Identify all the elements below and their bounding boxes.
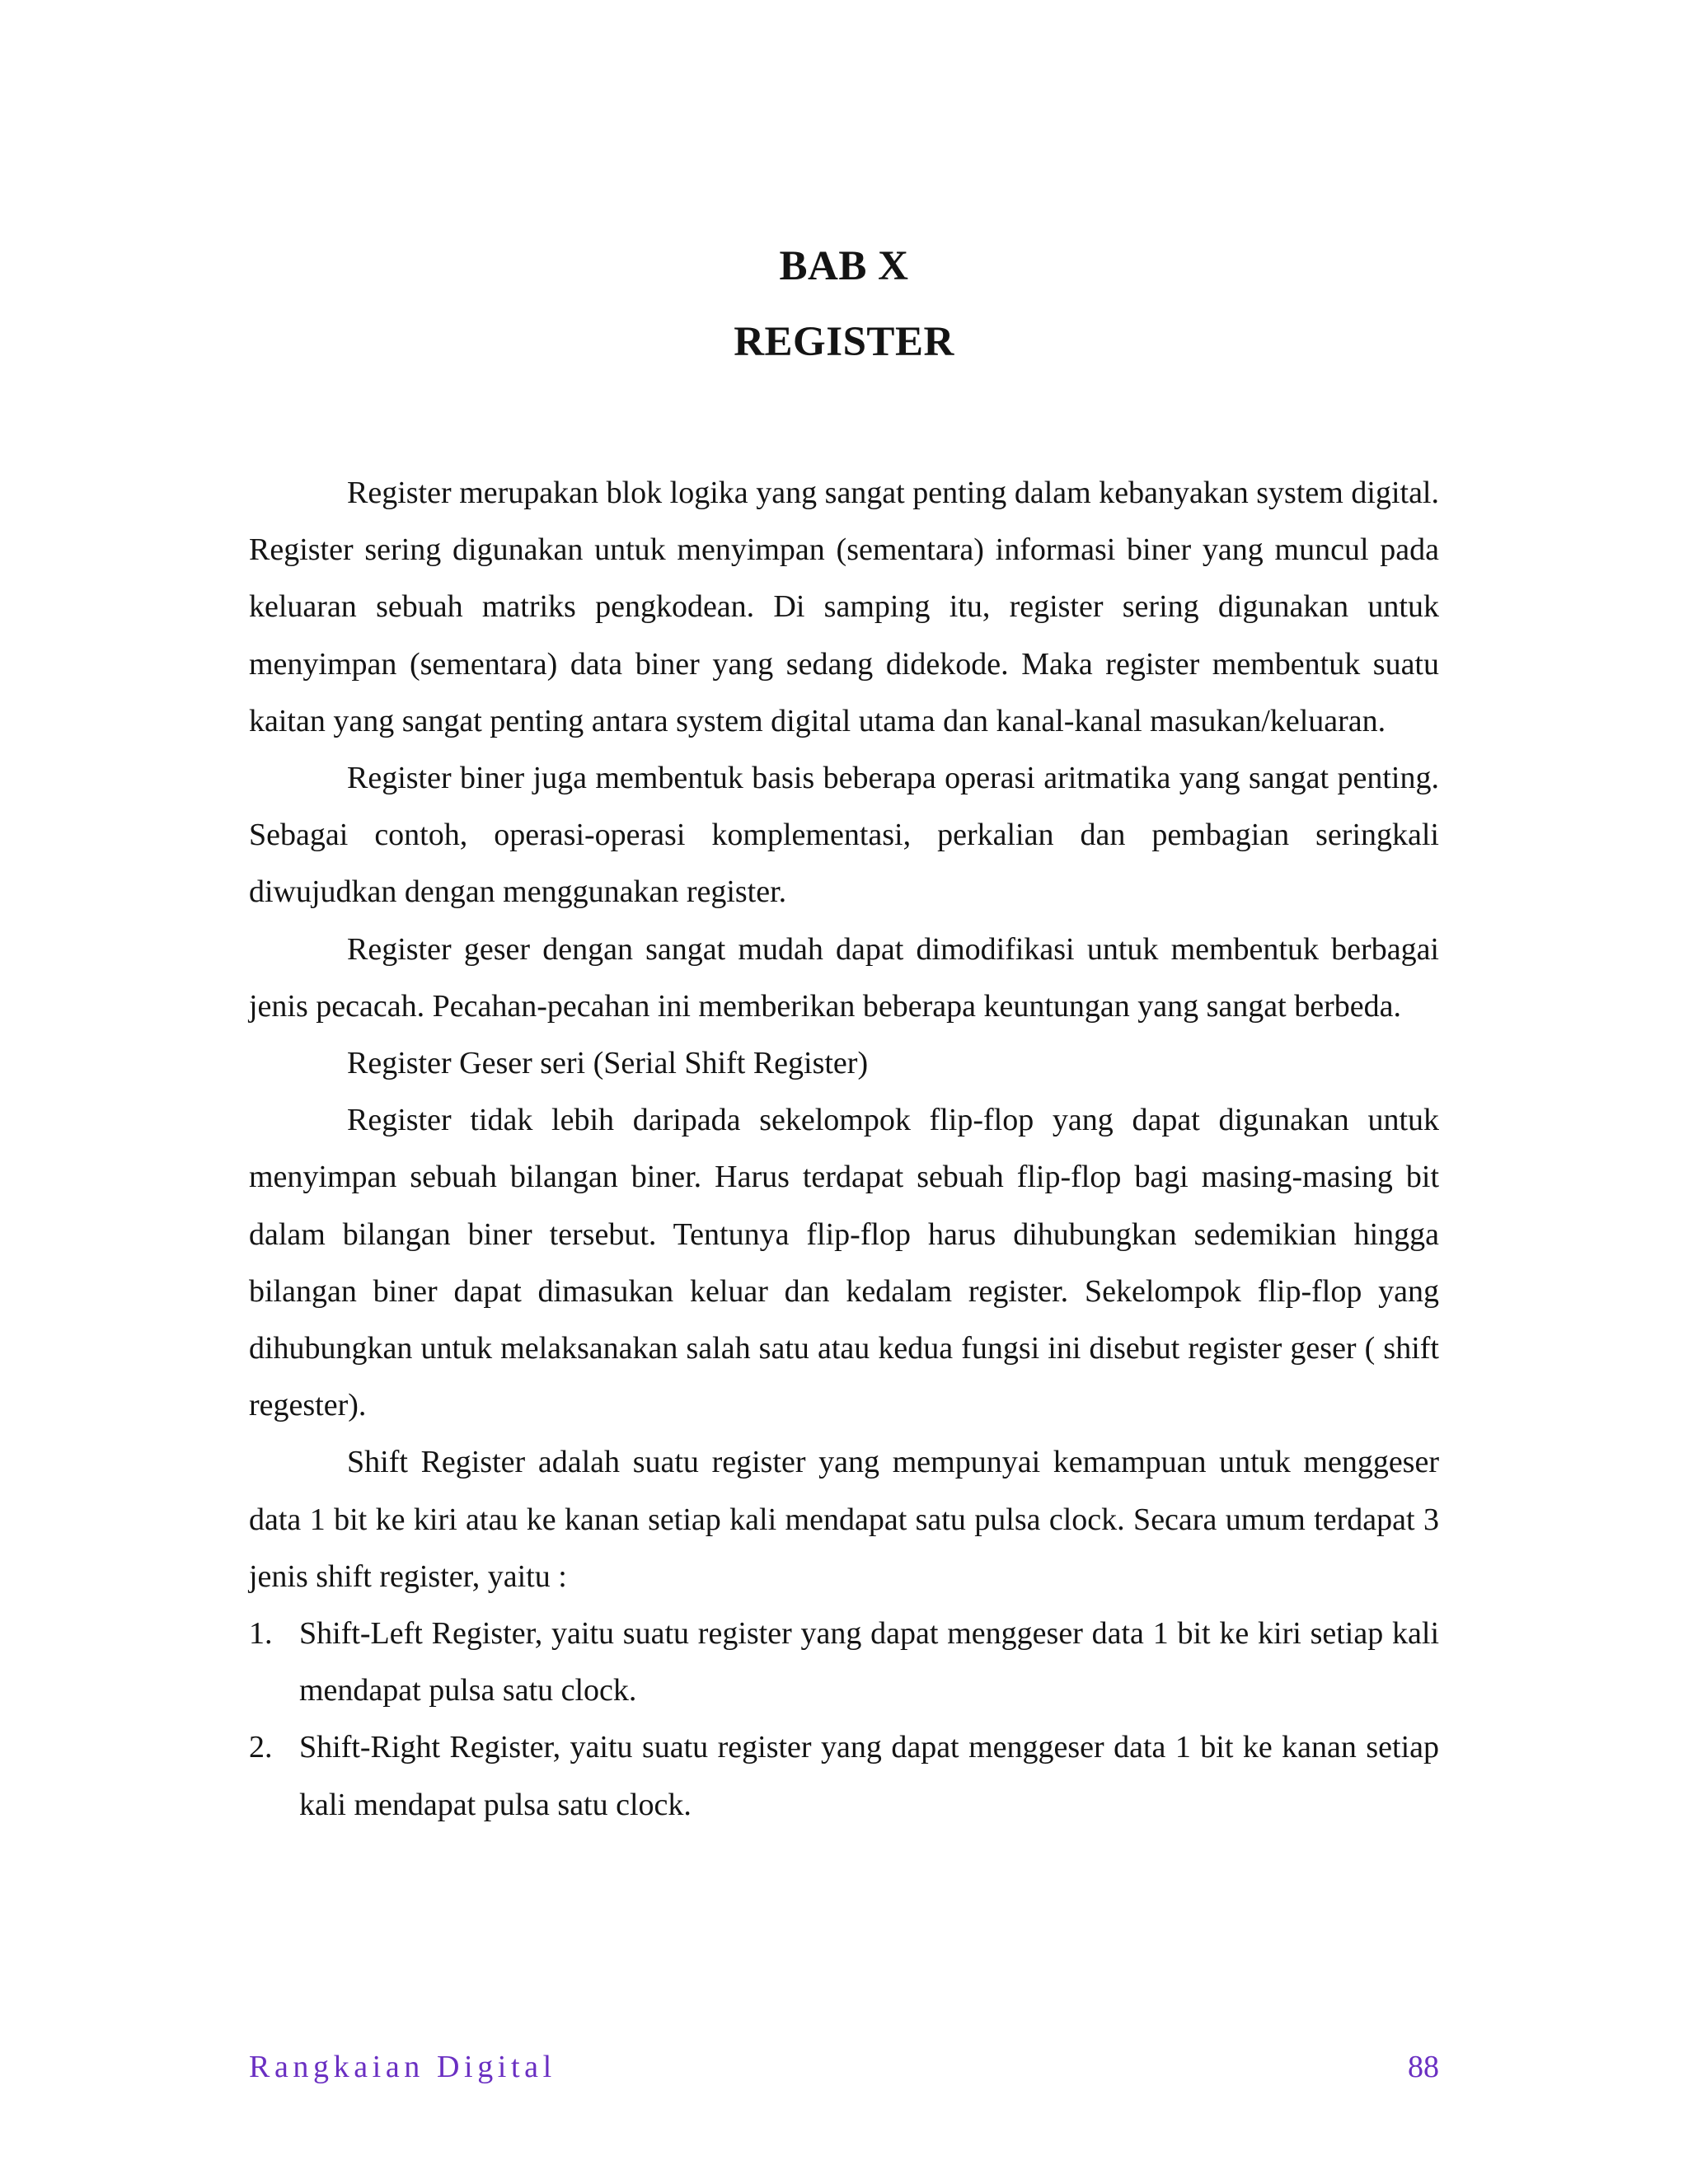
- list-item-number: 2.: [249, 1730, 273, 1765]
- chapter-number: BAB X: [779, 243, 909, 289]
- list-item-number: 1.: [249, 1616, 273, 1652]
- paragraph-flip-flop: Register tidak lebih daripada sekelompok flip-flop yang dapat digunakan untuk menyimpan sebuah bilangan biner. Harus terdapat sebuah flip-flop bagi masing-masing bit dalam bilangan biner tersebut. Tentunya flip-flop harus dihubungkan sedemikian hingga bilangan biner dapat dimasukan keluar dan kedalam register. Sekelompok flip-flop yang dihubungkan untuk melaksanakan salah satu atau kedua fungsi ini disebut register geser ( shift regester).: [249, 1103, 1439, 1423]
- section-subheading: Register Geser seri (Serial Shift Register): [347, 1046, 869, 1081]
- page-footer: [249, 2046, 1439, 2088]
- body-text: [249, 465, 1439, 1834]
- list-item-text: Shift-Left Register, yaitu suatu register yang dapat menggeser data 1 bit ke kiri setiap kali mendapat pulsa satu clock.: [299, 1616, 1439, 1708]
- paragraph-binary-register: Register biner juga membentuk basis beberapa operasi aritmatika yang sangat penting. Sebagai contoh, operasi-operasi komplementasi, perkalian dan pembagian seringkali diwujudkan dengan menggunakan register.: [249, 761, 1439, 910]
- list-item: [249, 1605, 1439, 1719]
- list-item-text: Shift-Right Register, yaitu suatu register yang dapat menggeser data 1 bit ke kanan setiap kali mendapat pulsa satu clock.: [299, 1730, 1439, 1822]
- chapter-title: REGISTER: [734, 319, 954, 365]
- paragraph-intro: Register merupakan blok logika yang sangat penting dalam kebanyakan system digital. Register sering digunakan untuk menyimpan (sementara) informasi biner yang muncul pada keluaran sebuah matriks pengkodean. Di samping itu, register sering digunakan untuk menyimpan (sementara) data biner yang sedang didekode. Maka register membentuk suatu kaitan yang sangat penting antara system digital utama dan kanal-kanal masukan/keluaran.: [249, 476, 1439, 738]
- footer-book-title: Rangkaian Digital: [249, 2050, 556, 2084]
- paragraph-shift-register-types: Shift Register adalah suatu register yang mempunyai kemampuan untuk menggeser data 1 bit ke kiri atau ke kanan setiap kali mendapat satu pulsa clock. Secara umum terdapat 3 jenis shift register, yaitu :: [249, 1445, 1439, 1594]
- page-number: 88: [1408, 2050, 1439, 2084]
- paragraph-shift-counter: Register geser dengan sangat mudah dapat dimodifikasi untuk membentuk berbagai jenis pecacah. Pecahan-pecahan ini memberikan beberapa keuntungan yang sangat berbeda.: [249, 931, 1439, 1024]
- shift-register-type-list: [249, 1605, 1439, 1834]
- list-item: [249, 1719, 1439, 1833]
